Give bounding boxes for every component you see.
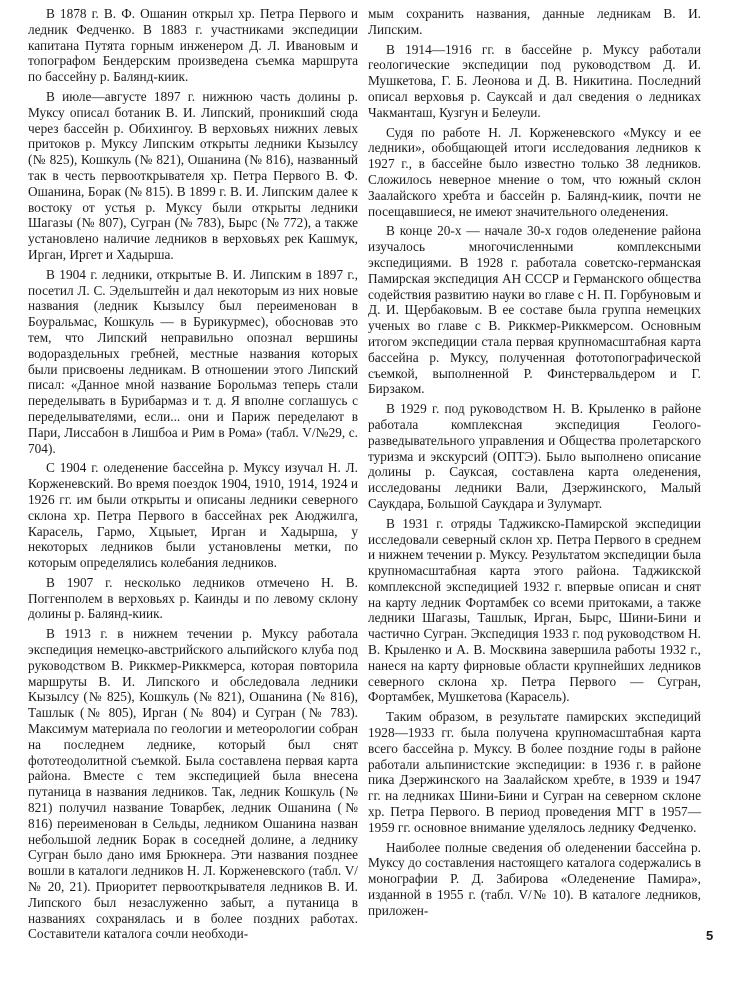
paragraph-1904-edelshtein: В 1904 г. ледники, открытые В. И. Липским в 1897 г., посетил Л. С. Эдельштейн и дал некоторым из них новые названия (ледник Кызылсу был переименован в Боуральмас, Кошкуль — в Бурикурмес), обосновав это тем, что Липский неправильно опознал вершины водораздельных гребней, местные названия которых были присвоены ледникам. В отношении этого Липский писал: «Данное мной название Борольмаз теперь стали переделывать в Бурибармаз и т. д. Я вполне соглашусь с переделывателями, если... они и Париж переделают в Пари, Лиссабон в Лишбоа и Рим в Рома» (табл. V/№29, с. 704). [28, 266, 358, 456]
paragraph-summary: Таким образом, в результате памирских экспедиций 1928—1933 гг. была получена крупномасштабная карта всего бассейна р. Муксу. В более поздние годы в районе работали альпинистские экспедиции: в 1936 г. в районе пика Дзержинского на Заалайском хребте, в 1939 и 1947 гг. на ледниках Шини-Бини и Сугран на северном склоне хр. Петра Первого. В период проведения МГГ в 1957—1959 гг. основное внимание уделялось леднику Федченко. [368, 709, 701, 835]
paragraph-1928: В конце 20-х — начале 30-х годов оледенение района изучалось многочисленными комплексными экспедициями. В 1928 г. работала советско-германская Памирская экспедиция АН СССР и Германского общества содействия развитию науки во главе с Н. П. Горбуновым и Д. И. Щербаковым. В ее составе была группа немецких ученых во главе с В. Риккмер-Риккмерсом. Основным итогом экспедиции стала первая крупномасштабная карта бассейна р. Муксу, полученная фототопографической съемкой, выполненной Р. Финстервальдером и Г. Бирзаком. [368, 223, 701, 397]
paragraph-korzhenevsky: С 1904 г. оледенение бассейна р. Муксу изучал Н. Л. Корженевский. Во время поездок 1904, 1910, 1914, 1924 и 1926 гг. им были открыты и описаны ледники северного склона хр. Петра Первого в бассейнах рек Аюджилга, Карасель, Гармо, Хцыыет, Ирган и Хадырша, у некоторых ледников были установлены метки, по которым определялись колебания ледников. [28, 460, 358, 571]
paragraph-1931: В 1931 г. отряды Таджикско-Памирской экспедиции исследовали северный склон хр. Петра Первого в среднем и нижнем течении р. Муксу. Результатом экспедиции была крупномасштабная карта этого района. Таджикской комплексной экспедицией 1932 г. впервые описан и снят на карту ледник Фортамбек со всеми притоками, а также ледники Шагазы, Ташлык, Ирган, Бырс, Шини-Бини и частично Сугран. Экспедиция 1933 г. под руководством Н. В. Крыленко и А. В. Москвина завершила работы 1932 г., нанеся на карту фирновые области крупнейших ледников северного склона хр. Петра Первого — Сугран, Фортамбек, Мушкетова (Карасель). [368, 515, 701, 705]
paragraph-continuation: мым сохранить названия, данные ледникам В. И. Липским. [368, 6, 701, 37]
right-text-column [368, 6, 701, 923]
paragraph-1914: В 1914—1916 гг. в бассейне р. Муксу работали геологические экспедиции под руководством Д. И. Мушкетова, Г. Б. Леонова и Д. В. Никитина. Последний описал верховья р. Сауксай и дал сведения о ледниках Чакманташ, Кузгун и Белеули. [368, 41, 701, 120]
paragraph-1913: В 1913 г. в нижнем течении р. Муксу работала экспедиция немецко-австрийского альпийского клуба под руководством В. Риккмер-Риккмерса, которая повторила маршруты В. И. Липского и обследовала ледники Кызылсу (№ 825), Кошкуль (№ 821), Ошанина (№ 816), Ташлык (№ 805), Ирган (№ 804) и Сугран (№ 783). Максимум материала по геологии и метеорологии собран на последнем леднике, который был снят фототеодолитной съемкой. Была составлена первая карта района. Вместе с тем экспедицией была внесена путаница в названия ледников. Так, ледник Кошкуль (№ 821) получил название Товарбек, ледник Ошанина (№ 816) переименован в Сельды, ледником Ошанина назван небольшой ледник Борак в соседней долине, а леднику Сугран было дано имя Брюкнера. Эти названия позднее вошли в каталоги ледников Н. Л. Корженевского (табл. V/№ 20, 21). Приоритет первооткрывателя ледников В. И. Липского был незаслуженно забыт, а путаница в названиях сохранялась и в более поздних работах. Составители каталога сочли необходи- [28, 626, 358, 942]
paragraph-1929: В 1929 г. под руководством Н. В. Крыленко в районе работала комплексная экспедиция Геолого-разведывательного управления и Общества пролетарского туризма и экскурсий (ОПТЭ). Было выполнено описание долины р. Сауксая, составлена карта оледенения, исследованы ледники Вали, Дзержинского, Малый Саукдара, Большой Саукдара и Зулумарт. [368, 401, 701, 511]
paragraph-1907: В 1907 г. несколько ледников отмечено Н. В. Поггенполем в верховьях р. Каинды и по левому склону долины р. Балянд-киик. [28, 574, 358, 622]
paragraph-zabirov: Наиболее полные сведения об оледенении бассейна р. Муксу до составления настоящего каталога содержались в монографии Р. Д. Забирова «Оледенение Памира», изданной в 1955 г. (табл. V/№ 10). В каталоге ледников, приложен- [368, 839, 701, 918]
page-number: 5 [706, 928, 714, 943]
paragraph-1897: В июле—августе 1897 г. нижнюю часть долины р. Муксу описал ботаник В. И. Липский, проникший сюда через бассейн р. Обихингоу. В верховьях нижних левых притоков р. Муксу Липским открыты ледники Кызылсу (№ 825), Кошкуль (№ 821), Ошанина (№ 816), названный так в честь первооткрывателя хр. Петра Первого В. Ф. Ошанина, Борак (№ 815). В 1899 г. В. И. Липским далее к востоку от устья р. Муксу были открыты ледники Шагазы (№ 807), Сугран (№ 783), Бырс (№ 772), а также установлено наличие ледников в верховьях рек Кашмук, Ирган, Иргет и Хадырша. [28, 88, 358, 262]
paragraph-1927: Судя по работе Н. Л. Корженевского «Муксу и ее ледники», обобщающей итоги исследования ледников к 1927 г., в бассейне было известно только 38 ледников. Сложилось неверное мнение о том, что южный склон Заалайского хребта и бассейн р. Балянд-киик, почти не посещавшиеся, не имеют значительного оледенения. [368, 124, 701, 219]
left-text-column [28, 6, 358, 946]
paragraph-1878: В 1878 г. В. Ф. Ошанин открыл хр. Петра Первого и ледник Федченко. В 1883 г. участниками экспедиции капитана Путята горным инженером Д. Л. Ивановым и топографом Бендерским произведена съемка маршрута по бассейну р. Балянд-киик. [28, 6, 358, 85]
